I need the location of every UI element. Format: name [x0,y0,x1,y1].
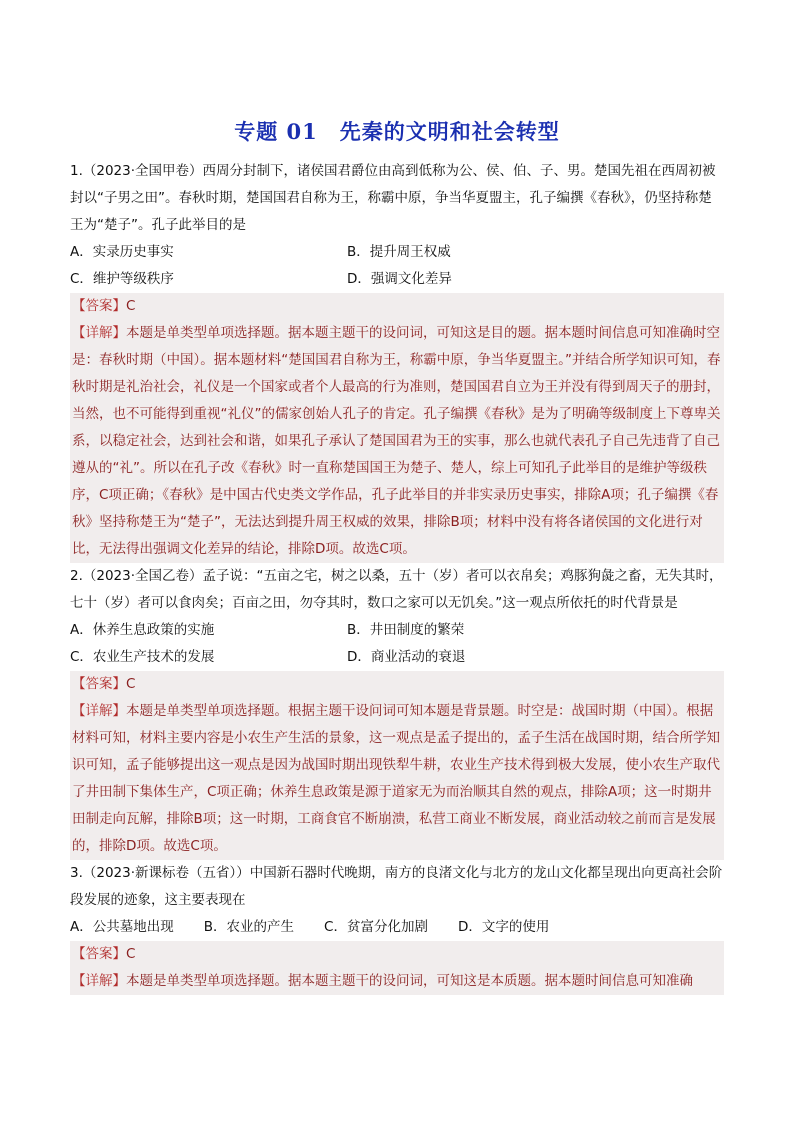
detail-tag: 【详解】 [72,973,126,989]
option-b: B．提升周王权威 [347,244,451,260]
detail-text: 本题是单类型单项选择题。根据主题干设问词可知本题是背景题。时空是：战国时期（中国）。根据材料可知，材料主要内容是小农生产生活的景象，这一观点是孟子提出的，孟子生活在战国时期，结合所学知识可知，孟子能够提出这一观点是因为战国时期出现铁犁牛耕，农业生产技术得到极大发展，使小农生产取代了井田制下集体生产，C项正确；休养生息政策是源于道家无为而治顺其自然的观点，排除A项；这一时期井田制走向瓦解，排除B项；这一时期，工商食官不断崩溃，私营工商业不断发展，商业活动较之前而言是发展的，排除D项。故选C项。 [72,703,720,854]
option-b: B．井田制度的繁荣 [347,622,465,638]
question-2 [70,563,724,860]
answer-line [70,941,724,968]
options [70,239,724,293]
answer-tag: 【答案】 [72,676,126,692]
detail-block [70,698,724,860]
answer-value: C [126,298,136,314]
option-a: A．实录历史事实 [70,244,174,260]
document-body [70,158,724,995]
option-d: D．商业活动的衰退 [347,649,466,665]
detail-block [70,320,724,563]
option-c: C．维护等级秩序 [70,271,174,287]
option-d: D．强调文化差异 [347,271,452,287]
options [70,914,724,941]
answer-tag: 【答案】 [72,298,126,314]
options [70,617,724,671]
answer-value: C [126,946,136,962]
answer-tag: 【答案】 [72,946,126,962]
question-1 [70,158,724,563]
detail-text: 本题是单类型单项选择题。据本题主题干的设问词，可知这是本质题。据本题时间信息可知准确 [126,973,693,989]
option-a: A．公共墓地出现 [70,919,174,935]
question-stem: 3.（2023·新课标卷（五省））中国新石器时代晚期，南方的良渚文化与北方的龙山文化都呈现出向更高社会阶段发展的迹象，这主要表现在 [70,865,723,908]
option-c: C．贫富分化加剧 [324,919,428,935]
detail-text: 本题是单类型单项选择题。据本题主题干的设问词，可知这是目的题。据本题时间信息可知准确时空是：春秋时期（中国）。据本题材料“楚国国君自称为王，称霸中原，争当华夏盟主。”并结合所学知识可知，春秋时期是礼治社会，礼仪是一个国家或者个人最高的行为准则，楚国国君自立为王并没有得到周天子的册封，当然，也不可能得到重视“礼仪”的儒家创始人孔子的肯定。孔子编撰《春秋》是为了明确等级制度上下尊卑关系，以稳定社会，达到社会和谐，如果孔子承认了楚国国君为王的实事，那么也就代表孔子自己先违背了自己遵从的“礼”。所以在孔子改《春秋》时一直称楚国国王为楚子、楚人，综上可知孔子此举目的是维护等级秩序，C项正确；《春秋》是中国古代史类文学作品，孔子此举目的并非实录历史事实，排除A项；孔子编撰《春秋》坚持称楚王为“楚子”，无法达到提升周王权威的效果，排除B项；材料中没有将各诸侯国的文化进行对比，无法得出强调文化差异的结论，排除D项。故选C项。 [72,325,721,557]
option-a: A．休养生息政策的实施 [70,622,215,638]
option-d: D．文字的使用 [457,919,550,935]
answer-value: C [126,676,136,692]
detail-tag: 【详解】 [72,703,126,719]
question-3 [70,860,724,995]
question-stem: 1.（2023·全国甲卷）西周分封制下，诸侯国君爵位由高到低称为公、侯、伯、子、男。楚国先祖在西周初被封以“子男之田”。春秋时期，楚国国君自称为王，称霸中原，争当华夏盟主，孔子编撰《春秋》，仍坚持称楚王为“楚子”。孔子此举目的是 [70,163,716,233]
option-b: B．农业的产生 [203,919,295,935]
option-c: C．农业生产技术的发展 [70,649,215,665]
page-title: 专题 01 先秦的文明和社会转型 [234,119,560,144]
answer-line [70,293,724,320]
detail-tag: 【详解】 [72,325,126,341]
answer-line [70,671,724,698]
detail-block [70,968,724,995]
question-stem: 2.（2023·全国乙卷）孟子说：“五亩之宅，树之以桑，五十（岁）者可以衣帛矣；鸡豚狗彘之畜，无失其时，七十（岁）者可以食肉矣；百亩之田，勿夺其时，数口之家可以无饥矣。”这一观点所依托的时代背景是 [70,568,723,611]
